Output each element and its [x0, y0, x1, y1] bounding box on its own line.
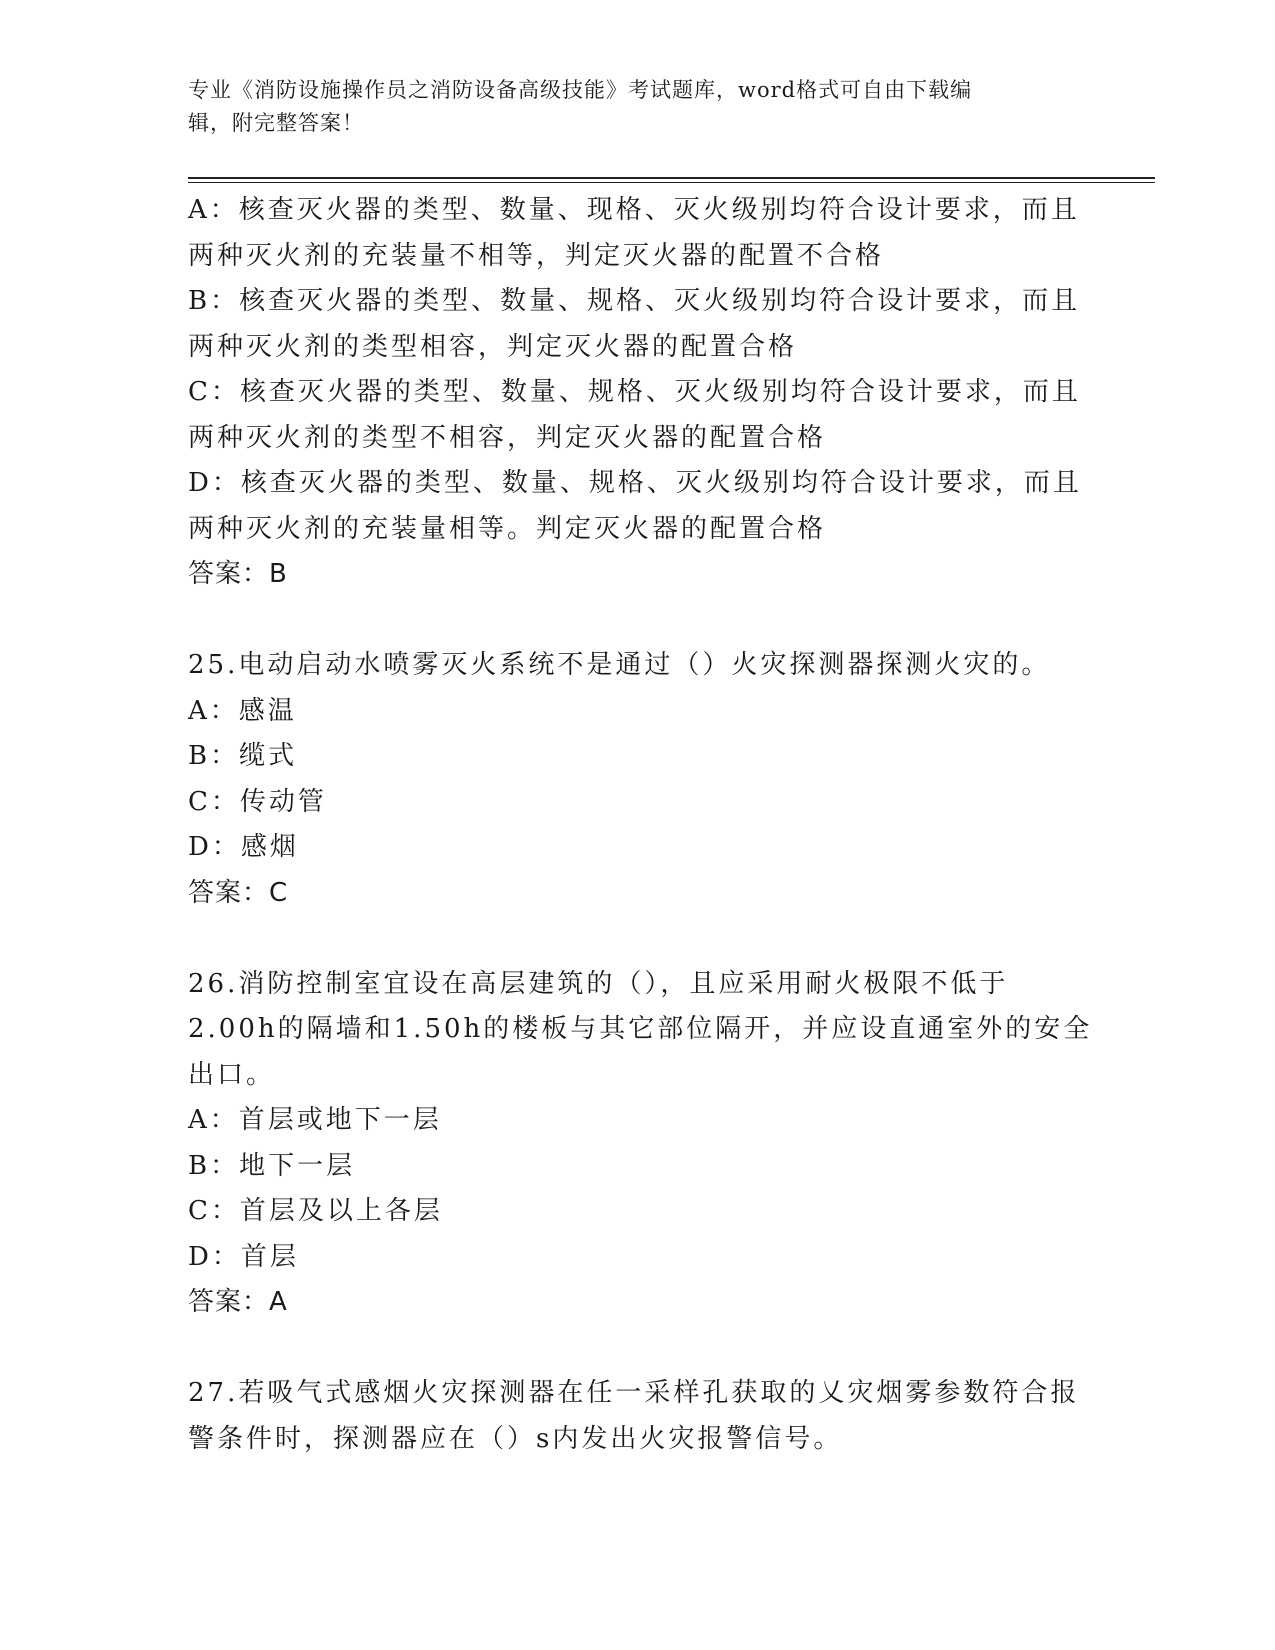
question-25 — [188, 643, 1088, 916]
header-divider-thin — [188, 182, 1155, 183]
option-c: C：首层及以上各层 — [188, 1196, 443, 1226]
question-27 — [188, 1371, 1088, 1462]
option-d: D：首层 — [188, 1241, 299, 1272]
answer-line: 答案：A — [188, 1287, 288, 1317]
header-line: 辑，附完整答案！ — [188, 111, 364, 135]
option-b: B：地下一层 — [188, 1150, 356, 1181]
question-stem: 27.若吸气式感烟火灾探测器在任一采样孔获取的乂灾烟雾参数符合报 — [188, 1378, 1080, 1408]
option-a: A：首层或地下一层 — [188, 1105, 442, 1135]
header-divider — [188, 177, 1155, 179]
option-line: B：核查灭火器的类型、数量、规格、灭火级别均符合设计要求，而且 — [188, 286, 1081, 316]
option-d — [188, 461, 1088, 552]
answer-line: 答案：C — [188, 877, 289, 908]
question-26 — [188, 962, 1093, 1326]
option-line: A：核查灭火器的类型、数量、现格、灭火级别均符合设计要求，而且 — [188, 195, 1080, 225]
option-c: C：传动管 — [188, 786, 327, 817]
option-b: B：缆式 — [188, 741, 298, 771]
option-line: C：核查灭火器的类型、数量、规格、灭火级别均符合设计要求，而且 — [188, 377, 1081, 407]
spacer — [188, 1326, 1088, 1372]
question-stem: 25.电动启动水喷雾灭火系统不是通过（）火灾探测器探测火灾的。 — [188, 650, 1051, 680]
spacer — [188, 916, 1088, 962]
option-c — [188, 370, 1088, 461]
question-stem: 2.00h的隔墙和1.50h的楼板与其它部位隔开，并应设直通室外的安全 — [188, 1014, 1093, 1044]
question-stem: 26.消防控制室宜设在高层建筑的（），且应采用耐火极限不低于 — [188, 968, 1009, 999]
document-header — [188, 74, 1088, 140]
option-a: A：感温 — [188, 695, 297, 726]
option-line: 两种灭火剂的类型不相容，判定灭火器的配置合格 — [188, 422, 827, 453]
question-24 — [188, 188, 1088, 598]
question-stem: 警条件时，探测器应在（）s内发出火灾报警信号。 — [188, 1423, 843, 1454]
spacer — [188, 598, 1088, 644]
option-line: 两种灭火剂的充装量不相等，判定灭火器的配置不合格 — [188, 240, 885, 271]
header-line: 专业《消防设施操作员之消防设备高级技能》考试题库，word格式可自由下载编 — [188, 78, 973, 102]
option-line: 两种灭火剂的类型相容，判定灭火器的配置合格 — [188, 331, 798, 362]
option-d: D：感烟 — [188, 832, 299, 862]
option-line: D：核查灭火器的类型、数量、规格、灭火级别均符合设计要求，而且 — [188, 468, 1082, 498]
option-b — [188, 279, 1088, 370]
option-line: 两种灭火剂的充装量相等。判定灭火器的配置合格 — [188, 513, 827, 544]
question-stem: 出口。 — [188, 1059, 276, 1090]
answer-line: 答案：B — [188, 559, 288, 589]
question-list — [188, 188, 1093, 1462]
option-a — [188, 188, 1088, 279]
